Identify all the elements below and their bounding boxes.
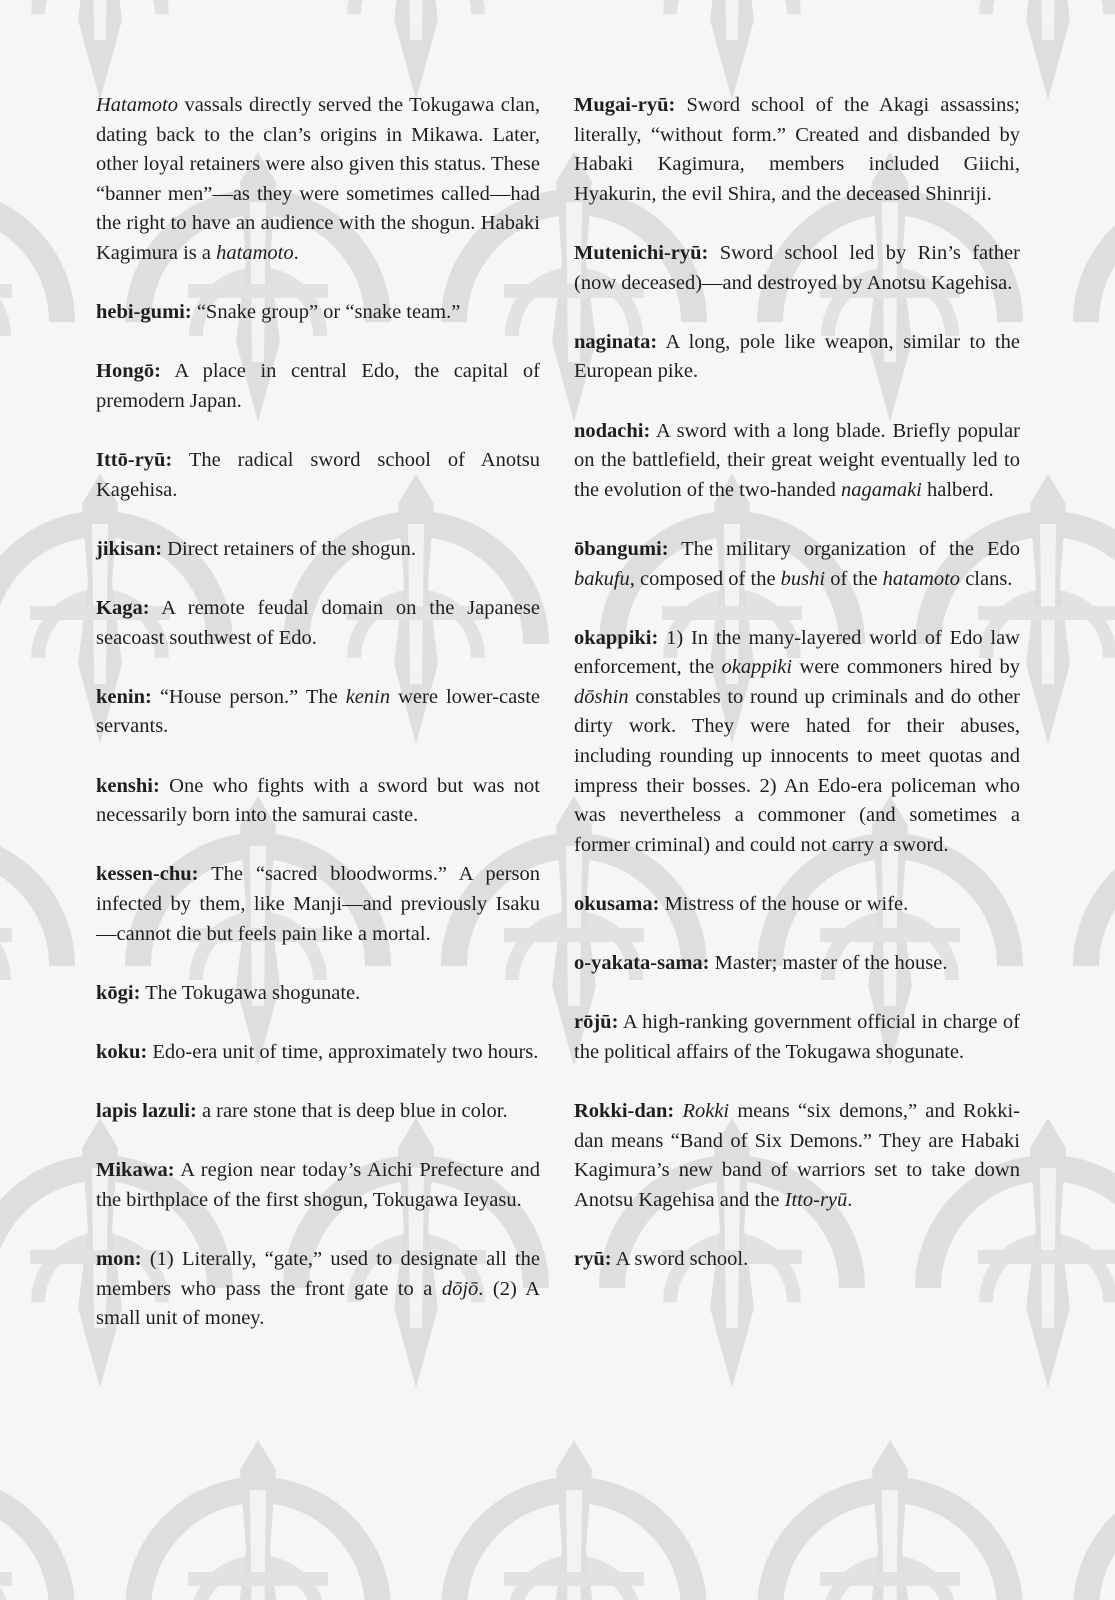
glossary-definition-text: vassals directly served the Tokugawa clan, dating back to the clan’s origins in Mikawa. Later, other loyal retainers were also given this status. These “banner men”—as they were sometimes called—had the right to have an audience with the shogun. Habaki Kagimura is a bbox=[96, 94, 540, 264]
glossary-term: Mikawa: bbox=[96, 1159, 175, 1182]
glossary-term: Mugai-ryū: bbox=[574, 94, 676, 116]
glossary-term: ōbangumi: bbox=[574, 537, 669, 560]
glossary-definition-text: . bbox=[293, 241, 299, 264]
crest-icon bbox=[612, 0, 852, 100]
glossary-definition-text: Direct retainers of the shogun. bbox=[162, 537, 416, 560]
glossary-entry bbox=[574, 624, 1020, 861]
glossary-definition-text: The military organization of the Edo bbox=[668, 537, 1020, 560]
glossary-definition-text: A sword school. bbox=[611, 1248, 749, 1271]
glossary-entry bbox=[96, 357, 540, 416]
glossary-entry bbox=[574, 535, 1020, 594]
glossary-definition-text: halberd. bbox=[921, 478, 994, 501]
glossary-definition-text: The Tokugawa shogunate. bbox=[140, 981, 361, 1004]
glossary-definition-text: were lower-caste servants. bbox=[96, 685, 541, 738]
glossary-entry bbox=[574, 91, 1020, 209]
glossary-entry bbox=[96, 446, 540, 505]
crest-icon bbox=[454, 1440, 694, 1600]
glossary-term: Kaga: bbox=[96, 597, 150, 620]
glossary-term: okappiki: bbox=[574, 626, 659, 649]
glossary-entry bbox=[574, 239, 1020, 298]
crest-icon bbox=[0, 1440, 62, 1600]
glossary-term: kōgi: bbox=[96, 981, 141, 1004]
glossary-definition-text: a rare stone that is deep blue in color. bbox=[196, 1100, 508, 1123]
glossary-term: Rokki-dan: bbox=[574, 1100, 675, 1123]
glossary-definition-text: Sword school led by Rin’s father (now deceased)—and destroyed by Anotsu Kagehisa. bbox=[574, 241, 1020, 294]
glossary-entry bbox=[96, 979, 540, 1009]
crest-icon bbox=[0, 796, 62, 1066]
glossary-italic-text: Rokki bbox=[682, 1100, 730, 1123]
glossary-definition-text: Mistress of the house or wife. bbox=[659, 893, 909, 916]
crest-icon bbox=[1086, 152, 1115, 422]
glossary-term: o-yakata-sama: bbox=[574, 952, 710, 975]
glossary-term: kenshi: bbox=[96, 774, 160, 797]
glossary-definition-text: , composed of the bbox=[629, 567, 781, 590]
glossary-italic-text: kenin bbox=[345, 685, 391, 708]
glossary-entry bbox=[574, 1008, 1020, 1067]
glossary-definition-text: “Snake group” or “snake team.” bbox=[191, 301, 461, 324]
glossary-term: okusama: bbox=[574, 893, 660, 916]
glossary-definition-text: constables to round up criminals and do other dirty work. They were hated for their abuses, including rounding up innocents to meet quotas and impress their bosses. 2) An Edo-era policeman who was nevertheless a commoner (and sometimes a former criminal) and could not carry a sword. bbox=[574, 685, 1020, 856]
glossary-entry bbox=[96, 594, 540, 653]
glossary-italic-text: Hatamoto bbox=[96, 94, 178, 116]
glossary-definition-text: of the bbox=[825, 567, 883, 590]
glossary-entry bbox=[574, 328, 1020, 387]
glossary-definition-text: . bbox=[847, 1188, 853, 1211]
glossary-italic-text: okappiki bbox=[721, 656, 793, 679]
glossary-entry bbox=[574, 949, 1020, 979]
glossary-entry bbox=[96, 1245, 540, 1334]
glossary-term: kessen-chu: bbox=[96, 863, 199, 886]
crest-icon bbox=[1086, 1440, 1115, 1600]
glossary-term: kenin: bbox=[96, 685, 152, 708]
glossary-term: nodachi: bbox=[574, 419, 651, 442]
glossary-definition-text: “House person.” The bbox=[151, 685, 346, 708]
glossary-column-left bbox=[96, 91, 540, 1364]
glossary-entry bbox=[96, 772, 540, 831]
glossary-term: Mutenichi-ryū: bbox=[574, 241, 709, 264]
glossary-definition-text: 1) In the many-layered world of Edo law enforcement, the bbox=[574, 626, 1020, 679]
glossary-entry bbox=[96, 535, 540, 565]
glossary-definition-text: A high-ranking government official in charge of the political affairs of the Tokugawa shogunate. bbox=[574, 1011, 1020, 1063]
crest-icon bbox=[0, 0, 220, 100]
crest-icon bbox=[770, 1440, 1010, 1600]
glossary-entry bbox=[574, 1245, 1020, 1275]
glossary-term: Hongō: bbox=[96, 360, 161, 383]
glossary-definition-text: means “six demons,” and Rokki-dan means “Band of Six Demons.” They are Habaki Kagimura’s new band of warriors set to take down Anotsu Kagehisa and the bbox=[574, 1100, 1020, 1211]
glossary-column-right bbox=[574, 91, 1020, 1304]
crest-icon bbox=[296, 0, 536, 100]
glossary-italic-text: hatamoto bbox=[882, 567, 961, 590]
glossary-definition-text: Sword school of the Akagi assassins; literally, “without form.” Created and disbanded by Habaki Kagimura, members included Giichi, Hyakurin, the evil Shira, and the deceased Shinriji. bbox=[574, 94, 1020, 205]
crest-icon bbox=[928, 0, 1115, 100]
glossary-term: hebi-gumi: bbox=[96, 301, 192, 324]
crest-icon bbox=[138, 1440, 378, 1600]
glossary-definition-text: (1) Literally, “gate,” used to designate all the members who pass the front gate to a bbox=[96, 1248, 540, 1300]
crest-icon bbox=[1086, 796, 1115, 1066]
glossary-definition-text: A place in central Edo, the capital of premodern Japan. bbox=[96, 360, 540, 412]
glossary-term: lapis lazuli: bbox=[96, 1100, 197, 1123]
glossary-term: Ittō-ryū: bbox=[96, 449, 173, 472]
crest-icon bbox=[0, 152, 62, 422]
glossary-italic-text: dōshin bbox=[574, 685, 629, 708]
glossary-entry bbox=[96, 1097, 540, 1127]
glossary-term: ryū: bbox=[574, 1248, 612, 1271]
glossary-entry bbox=[96, 860, 540, 949]
glossary-entry bbox=[96, 683, 540, 742]
glossary-definition-text: The “sacred bloodworms.” A person infected by them, like Manji—and previously Isaku—cannot die but feels pain like a mortal. bbox=[96, 863, 540, 945]
glossary-definition-text: . (2) A small unit of money. bbox=[96, 1277, 540, 1330]
glossary-definition-text: A remote feudal domain on the Japanese seacoast southwest of Edo. bbox=[96, 597, 540, 649]
glossary-definition-text: Edo-era unit of time, approximately two hours. bbox=[147, 1041, 539, 1063]
glossary-definition-text: The radical sword school of Anotsu Kagehisa. bbox=[96, 449, 540, 501]
glossary-entry bbox=[96, 1038, 540, 1068]
glossary-definition-text: A sword with a long blade. Briefly popular on the battlefield, their great weight eventually led to the evolution of the two-handed bbox=[574, 419, 1020, 501]
glossary-definition-text: Master; master of the house. bbox=[709, 952, 948, 975]
glossary-entry bbox=[574, 890, 1020, 920]
glossary-entry bbox=[96, 298, 540, 328]
glossary-term: rōjū: bbox=[574, 1011, 619, 1034]
glossary-term: koku: bbox=[96, 1041, 148, 1063]
glossary-italic-text: dōjō bbox=[441, 1277, 479, 1300]
glossary-definition-text: A region near today’s Aichi Prefecture and the birthplace of the first shogun, Tokugawa Ieyasu. bbox=[96, 1159, 540, 1211]
glossary-italic-text: Itto-ryū bbox=[784, 1188, 848, 1211]
glossary-definition-text: A long, pole like weapon, similar to the European pike. bbox=[574, 330, 1020, 383]
glossary-entry bbox=[574, 417, 1020, 506]
glossary-definition-text: One who fights with a sword but was not necessarily born into the samurai caste. bbox=[96, 774, 540, 827]
glossary-italic-text: hatamoto bbox=[216, 241, 294, 264]
glossary-entry bbox=[96, 91, 540, 269]
glossary-definition-text: clans. bbox=[960, 567, 1013, 590]
glossary-entry bbox=[96, 1156, 540, 1215]
glossary-definition-text: were commoners hired by bbox=[792, 656, 1021, 679]
glossary-italic-text: nagamaki bbox=[841, 478, 922, 501]
glossary-entry bbox=[574, 1097, 1020, 1215]
glossary-term: naginata: bbox=[574, 330, 658, 353]
glossary-italic-text: bushi bbox=[780, 567, 826, 590]
glossary-term: jikisan: bbox=[96, 537, 163, 560]
glossary-italic-text: bakufu bbox=[574, 567, 630, 590]
glossary-term: mon: bbox=[96, 1248, 142, 1271]
